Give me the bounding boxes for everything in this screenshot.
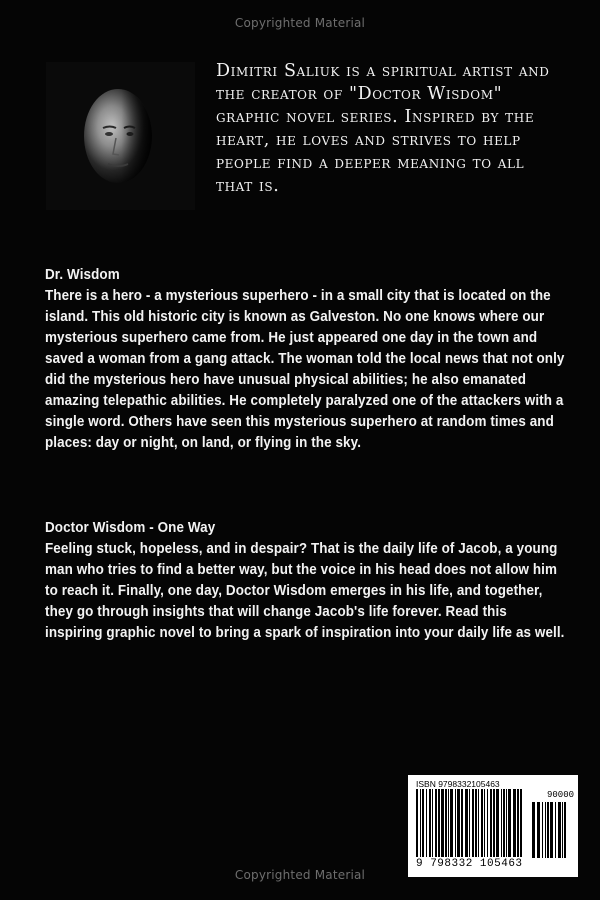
author-portrait-image <box>46 62 195 210</box>
section-body: There is a hero - a mysterious superhero - in a small city that is located on the island. This old historic city is known as Galveston. No one knows where our mysterious superhero came from. He just appeared one day in the town and saved a woman from a gang attack. The woman told the local news that not only did the mysterious hero have unusual physical abilities; he also emanated amazing telepathic abilities. He completely paralyzed one of the attackers with a single word. Others have seen this mysterious superhero at random times and places: day or night, on land, or flying in the sky. <box>45 288 565 451</box>
copyright-watermark-top: Copyrighted Material <box>234 16 366 30</box>
book-section-one-way <box>45 518 565 644</box>
section-body: Feeling stuck, hopeless, and in despair? That is the daily life of Jacob, a young man who tries to find a better way, but the voice in his head does not allow him to reach it. Finally, one day, Doctor Wisdom emerges in his life, and together, they go through insights that will change Jacob's life forever. Read this inspiring graphic novel to bring a spark of inspiration into your daily life as well. <box>45 541 565 641</box>
author-portrait-icon <box>46 62 195 210</box>
price-code: 90000 <box>547 790 575 800</box>
isbn-label: ISBN 9798332105463 <box>416 779 500 789</box>
barcode-digits: 9 798332 105463 <box>416 858 523 870</box>
section-title: Doctor Wisdom - One Way <box>45 520 216 536</box>
copyright-watermark-bottom: Copyrighted Material <box>234 868 366 882</box>
author-bio: Dimitri Saliuk is a spiritual artist and the creator of "Doctor Wisdom" graphic novel series. Inspired by the heart, he loves and strives to help people find a deeper meaning to all that is. <box>216 61 550 196</box>
section-title: Dr. Wisdom <box>45 267 120 283</box>
book-section-dr-wisdom <box>45 265 565 454</box>
barcode-bars-icon <box>416 789 528 859</box>
addon-barcode-icon <box>532 802 572 862</box>
isbn-barcode <box>408 775 578 877</box>
